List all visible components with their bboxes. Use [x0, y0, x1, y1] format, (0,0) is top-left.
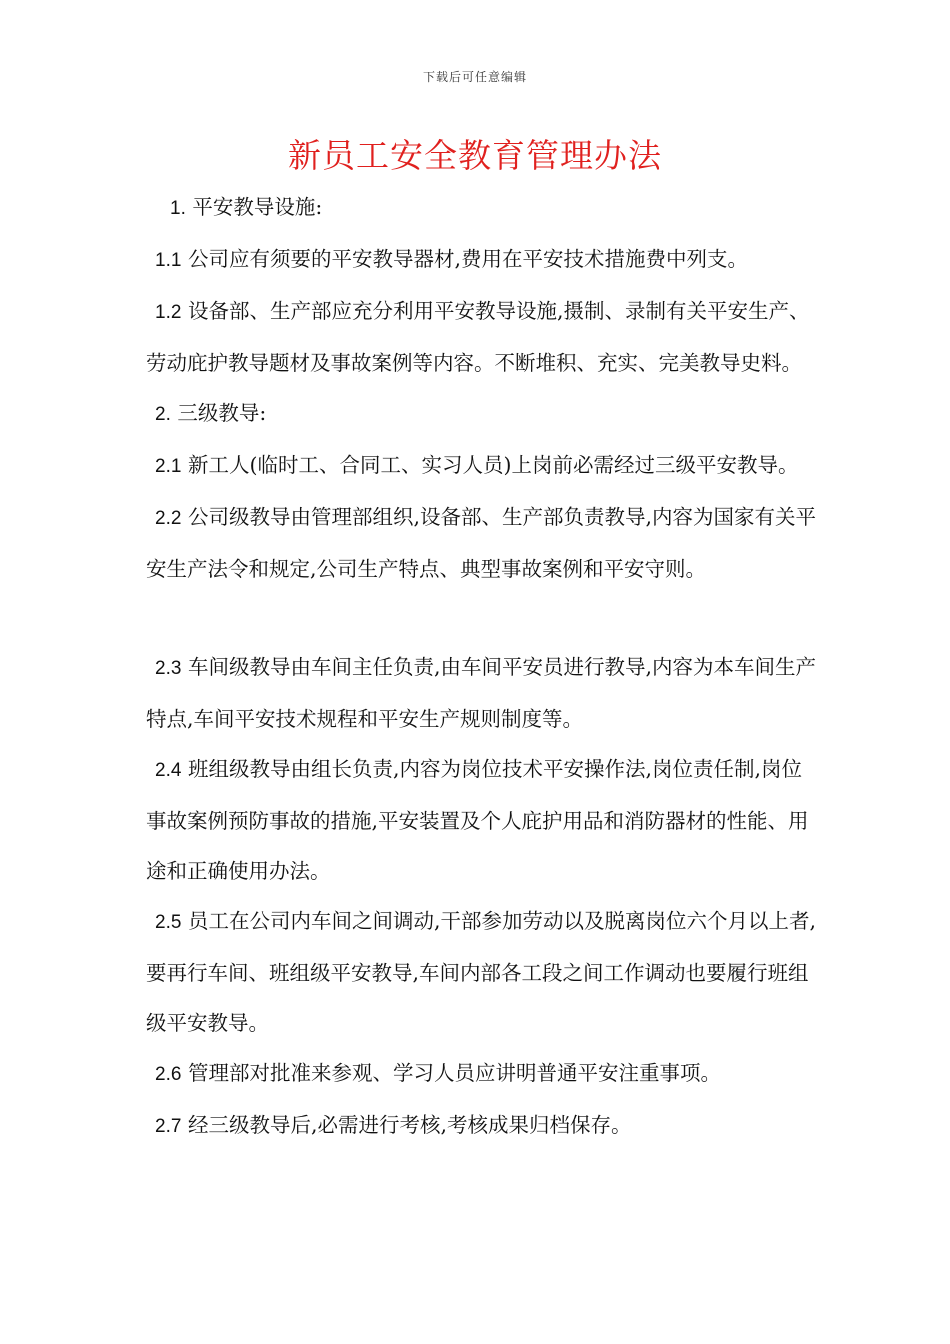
paragraph-number: 1.2 — [155, 302, 182, 323]
paragraph-1-2 — [146, 286, 818, 388]
paragraph-number: 2.6 — [155, 1064, 182, 1085]
paragraph-number: 1.1 — [155, 250, 182, 271]
header-note: 下载后可任意编辑 — [422, 70, 527, 84]
paragraph-2-5 — [146, 896, 818, 1048]
paragraph-1-1 — [146, 234, 818, 286]
paragraph-number: 1. — [170, 198, 186, 219]
paragraph-number: 2.3 — [155, 658, 182, 679]
paragraph-text: 公司级教导由管理部组织,设备部、生产部负责教导,内容为国家有关平安生产法令和规定,公司生产特点、典型事故案例和平安守则。 — [146, 505, 816, 581]
paragraph-text: 车间级教导由车间主任负责,由车间平安员进行教导,内容为本车间生产特点,车间平安技术规程和平安生产规则制度等。 — [146, 655, 816, 731]
paragraph-text: 平安教导设施: — [192, 195, 323, 219]
paragraph-text: 公司应有须要的平安教导器材,费用在平安技术措施费中列支。 — [187, 247, 748, 271]
paragraph-text: 新工人(临时工、合同工、实习人员)上岗前必需经过三级平安教导。 — [187, 453, 799, 477]
paragraph-text: 经三级教导后,必需进行考核,考核成果归档保存。 — [187, 1113, 632, 1137]
paragraph-2-6 — [146, 1048, 818, 1100]
paragraph-text: 管理部对批准来参观、学习人员应讲明普通平安注重事项。 — [187, 1061, 721, 1085]
paragraph-number: 2.7 — [155, 1116, 182, 1137]
paragraph-2-1 — [146, 440, 818, 492]
paragraph-number: 2.5 — [155, 912, 182, 933]
paragraph-text: 员工在公司内车间之间调动,干部参加劳动以及脱离岗位六个月以上者,要再行车间、班组级平安教导,车间内部各工段之间工作调动也要履行班组级平安教导。 — [146, 909, 816, 1035]
paragraph-number: 2.2 — [155, 508, 182, 529]
paragraph-2 — [146, 388, 818, 440]
paragraph-number: 2.4 — [155, 760, 182, 781]
document-body — [146, 182, 818, 1152]
paragraph-2-4 — [146, 744, 818, 896]
paragraph-1 — [146, 182, 818, 234]
paragraph-text: 班组级教导由组长负责,内容为岗位技术平安操作法,岗位责任制,岗位事故案例预防事故的措施,平安装置及个人庇护用品和消防器材的性能、用途和正确使用办法。 — [146, 757, 809, 883]
paragraph-number: 2.1 — [155, 456, 182, 477]
paragraph-2-3 — [146, 642, 818, 744]
paragraph-2-2 — [146, 492, 818, 594]
paragraph-number: 2. — [155, 404, 171, 425]
paragraph-text: 三级教导: — [177, 401, 267, 425]
paragraph-2-7 — [146, 1100, 818, 1152]
document-title: 新员工安全教育管理办法 — [288, 136, 662, 175]
paragraph-text: 设备部、生产部应充分利用平安教导设施,摄制、录制有关平安生产、劳动庇护教导题材及事故案例等内容。不断堆积、充实、完美教导史料。 — [146, 299, 810, 375]
